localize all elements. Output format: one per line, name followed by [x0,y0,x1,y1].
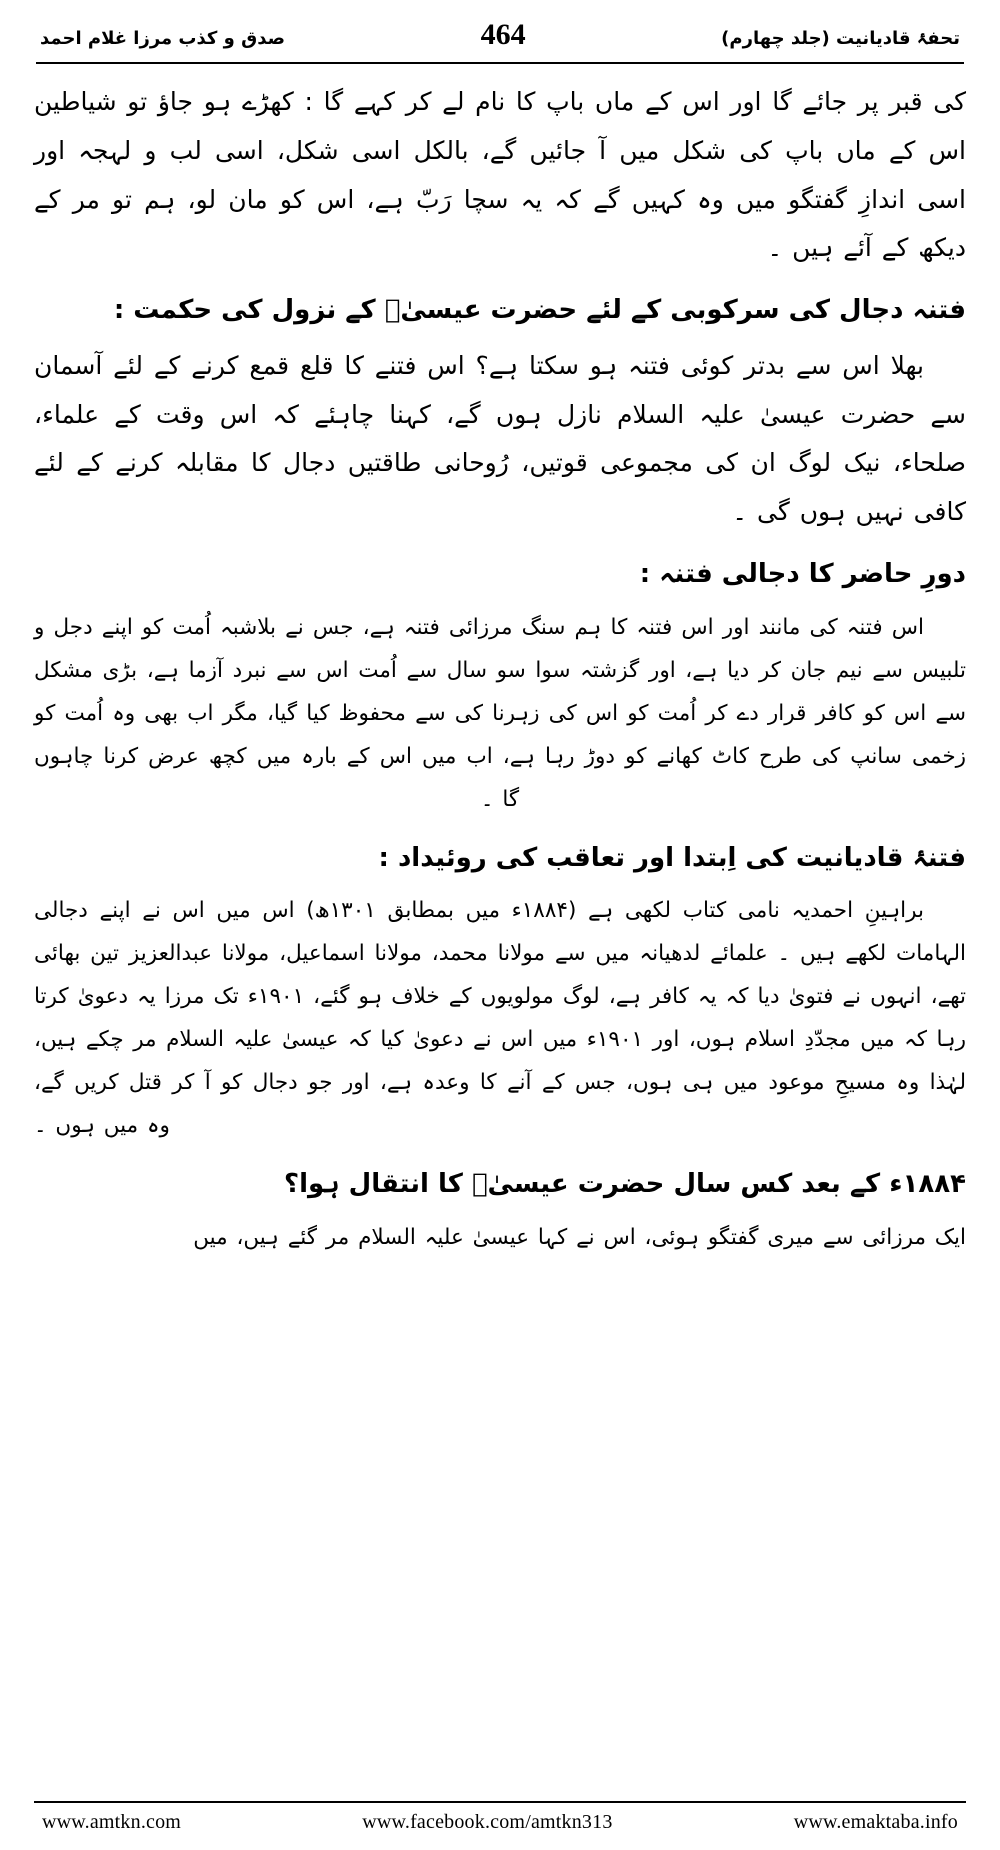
page-body [34,78,966,1259]
page-number: 464 [480,18,526,51]
header-book-title: تحفۂ قادیانیت (جلد چهارم) [721,28,960,49]
section-heading-4: ۱۸۸۴ء کے بعد کس سال حضرت عیسیٰؑ کا انتقال ہوا؟ [284,1169,966,1200]
paragraph-1: کی قبر پر جائے گا اور اس کے ماں باپ کا نام لے کر کہے گا : کھڑے ہو جاؤ تو شیاطین اس کے ماں باپ کی شکل میں آ جائیں گے، بالکل اسی شکل، اسی لب و لہجہ اور اسی اندازِ گفتگو میں وہ کہیں گے کہ یہ سچا رَبّ ہے، اس کو مان لو، ہم تو مر کے دیکھ کے آئے ہیں ۔ [34,87,966,263]
paragraph-4: براہینِ احمدیہ نامی کتاب لکھی ہے (۱۸۸۴ء میں بمطابق ۱۳۰۱ھ) اس میں اس نے اپنے دجالی الہامات لکھے ہیں ۔ علمائے لدھیانہ میں سے مولانا محمد، مولانا اسماعیل، مولانا عبدالعزیز تین بھائی تھے، انہوں نے فتویٰ دیا کہ یہ کافر ہے، لوگ مولویوں کے خلاف ہو گئے، ۱۹۰۱ء تک مرزا یہ دعویٰ کرتا رہا کہ میں مجدّدِ اسلام ہوں، اور ۱۹۰۱ء میں اس نے دعویٰ کیا کہ عیسیٰ علیہ السلام مر چکے ہیں، لہٰذا وہ مسیحِ موعود میں ہی ہوں، جس کے آنے کا وعدہ ہے، اور جو دجال کو آ کر قتل کریں گے، وہ میں ہوں ۔ [34,898,967,1139]
paragraph-2: بھلا اس سے بدتر کوئی فتنہ ہو سکتا ہے؟ اس فتنے کا قلع قمع کرنے کے لئے آسمان سے حضرت عیسیٰ علیہ السلام نازل ہوں گے، کہنا چاہئے کہ اس وقت کے علماء، صلحاء، نیک لوگ ان کی مجموعی قوتیں، رُوحانی طاقتیں دجال کا مقابلہ کرنے کے لئے کافی نہیں ہوں گی ۔ [34,350,966,527]
header-chapter-title: صدق و کذب مرزا غلام احمد [40,28,285,49]
footer-divider [34,1801,966,1803]
footer-link-facebook[interactable]: www.facebook.com/amtkn313 [362,1811,613,1833]
page-footer [34,1801,966,1834]
page-header [34,18,966,52]
section-heading-3: فتنۂ قادیانیت کی اِبتدا اور تعاقب کی روئیداد : [378,842,966,873]
footer-link-emaktaba[interactable]: www.emaktaba.info [793,1811,958,1833]
footer-link-website[interactable]: www.amtkn.com [42,1811,182,1833]
section-heading-1: فتنہ دجال کی سرکوبی کے لئے حضرت عیسیٰؑ کے نزول کی حکمت : [113,295,966,325]
section-heading-2: دورِ حاضر کا دجالی فتنہ : [639,558,966,589]
header-divider [36,62,964,64]
paragraph-3: اس فتنہ کی مانند اور اس فتنہ کا ہم سنگ مرزائی فتنہ ہے، جس نے بلاشبہ اُمت کو اپنے دجل و تلبیس سے نیم جان کر دیا ہے، اور گزشتہ سوا سو سال سے اُمت اس سے نبرد آزما ہے، بڑی مشکل سے اس کو کافر قرار دے کر اُمت کو اس کی زہرنا کی سے محفوظ کیا گیا، مگر اب بھی وہ اُمت کو زخمی سانپ کی طرح کاٹ کھانے کو دوڑ رہا ہے، اب میں اس کے بارہ میں کچھ عرض کرنا چاہوں گا ۔ [34,614,966,812]
paragraph-5: ایک مرزائی سے میری گفتگو ہوئی، اس نے کہا عیسیٰ علیہ السلام مر گئے ہیں، میں [193,1225,966,1251]
